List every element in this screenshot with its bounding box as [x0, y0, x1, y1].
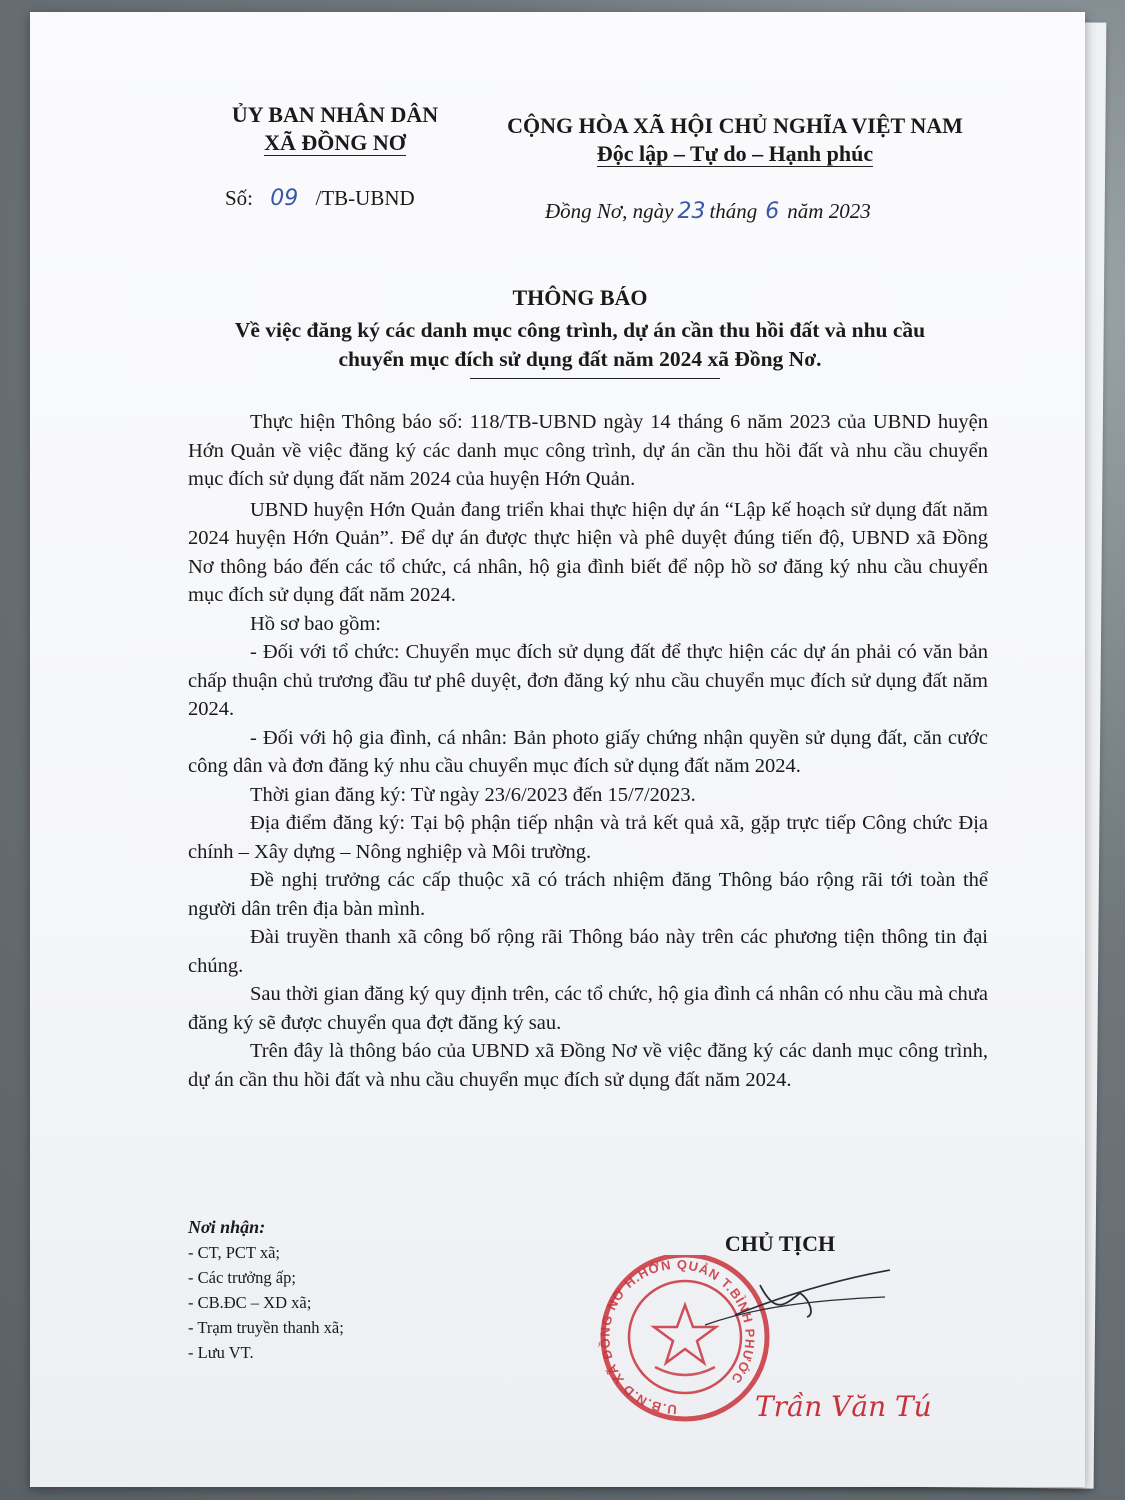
date-year: năm 2023 — [787, 199, 871, 223]
nation-line1: CỘNG HÒA XÃ HỘI CHỦ NGHĨA VIỆT NAM — [507, 113, 963, 138]
date-place: Đồng Nơ, ngày — [545, 199, 674, 223]
signer-name: Trần Văn Tú — [755, 1390, 932, 1423]
document-title: THÔNG BÁO — [512, 285, 648, 310]
number-value: 09 — [270, 186, 299, 211]
seal-text: U.B.N.D XÃ ĐỒNG NƠ H.HỚN QUẢN T.BÌNH PHƯỚC — [597, 1256, 758, 1418]
date-day: 23 — [677, 199, 706, 224]
paragraph-organizations: - Đối với tổ chức: Chuyển mục đích sử dụng đất để thực hiện các dự án phải có văn bản chấp thuận chủ trương đầu tư phê duyệt, đơn đăng ký nhu cầu chuyển mục đích sử dụng đất năm 2024. — [188, 641, 988, 720]
paragraph-registration-time: Thời gian đăng ký: Từ ngày 23/6/2023 đến 15/7/2023. — [250, 783, 696, 806]
document-subtitle-line2: chuyển mục đích sử dụng đất năm 2024 xã Đồng Nơ. — [338, 347, 822, 371]
paragraph-registration-place: Địa điểm đăng ký: Tại bộ phận tiếp nhận và trả kết quả xã, gặp trực tiếp Công chức Địa chính – Xây dựng – Nông nghiệp và Môi trường. — [188, 812, 988, 863]
paragraph-closing: Trên đây là thông báo của UBND xã Đồng Nơ về việc đăng ký các danh mục công trình, dự án cần thu hồi đất và nhu cầu chuyển mục đích sử dụng đất năm 2024. — [188, 1040, 988, 1091]
recipient-item: - CB.ĐC – XD xã; — [188, 1293, 312, 1312]
paragraph-households: - Đối với hộ gia đình, cá nhân: Bản photo giấy chứng nhận quyền sử dụng đất, căn cước công dân và đơn đăng ký nhu cầu chuyển mục đích sử dụng đất năm 2024. — [188, 726, 988, 777]
document-number — [225, 186, 415, 211]
title-underline — [470, 378, 720, 379]
nation-motto: Độc lập – Tự do – Hạnh phúc — [596, 141, 874, 166]
paragraph-late-registration: Sau thời gian đăng ký quy định trên, các tổ chức, hộ gia đình cá nhân có nhu cầu mà chưa đăng ký sẽ được chuyển qua đợt đăng ký sau. — [188, 983, 988, 1034]
date-month-label: tháng — [709, 199, 758, 223]
org-name-line2-text: XÃ ĐỒNG NƠ — [264, 130, 406, 155]
recipient-item: - Trạm truyền thanh xã; — [188, 1318, 344, 1337]
recipient-item: - CT, PCT xã; — [188, 1243, 280, 1262]
document-subtitle-line1: Về việc đăng ký các danh mục công trình, dự án cần thu hồi đất và nhu cầu — [234, 318, 926, 342]
org-name-line2 — [215, 130, 455, 156]
recipients-heading: Nơi nhận: — [188, 1217, 266, 1237]
nation-line2 — [470, 141, 1000, 167]
number-suffix: /TB-UBND — [315, 186, 415, 210]
paragraph-project: UBND huyện Hớn Quản đang triển khai thực hiện dự án “Lập kế hoạch sử dụng đất năm 2024 huyện Hớn Quản”. Để dự án được thực hiện và phê duyệt đúng tiến độ, UBND xã Đồng Nơ thông báo đến các tổ chức, cá nhân, hộ gia đình biết để nộp hồ sơ đăng ký nhu cầu chuyển mục đích sử dụng đất năm 2024. — [188, 498, 988, 606]
recipients-block — [188, 1215, 488, 1365]
date-month: 6 — [765, 199, 780, 224]
document-body — [188, 408, 988, 1094]
recipient-item: - Lưu VT. — [188, 1343, 254, 1362]
number-prefix: Số: — [225, 186, 254, 210]
org-name-line1: ỦY BAN NHÂN DÂN — [231, 102, 439, 127]
document-date — [545, 199, 871, 224]
paragraph-reference: Thực hiện Thông báo số: 118/TB-UBND ngày 14 tháng 6 năm 2023 của UBND huyện Hớn Quản về việc đăng ký các danh mục công trình, dự án cần thu hồi đất và nhu cầu chuyển mục đích sử dụng đất năm 2024 của huyện Hớn Quản. — [188, 411, 988, 490]
recipient-item: - Các trưởng ấp; — [188, 1268, 296, 1287]
paragraph-broadcast: Đài truyền thanh xã công bố rộng rãi Thông báo này trên các phương tiện thông tin đại chúng. — [188, 926, 988, 977]
paragraph-documents-heading: Hồ sơ bao gồm: — [250, 612, 381, 635]
signature-title: CHỦ TỊCH — [724, 1231, 836, 1256]
paragraph-request-hamlets: Đề nghị trưởng các cấp thuộc xã có trách nhiệm đăng Thông báo rộng rãi tới toàn thể người dân trên địa bàn mình. — [188, 869, 988, 920]
